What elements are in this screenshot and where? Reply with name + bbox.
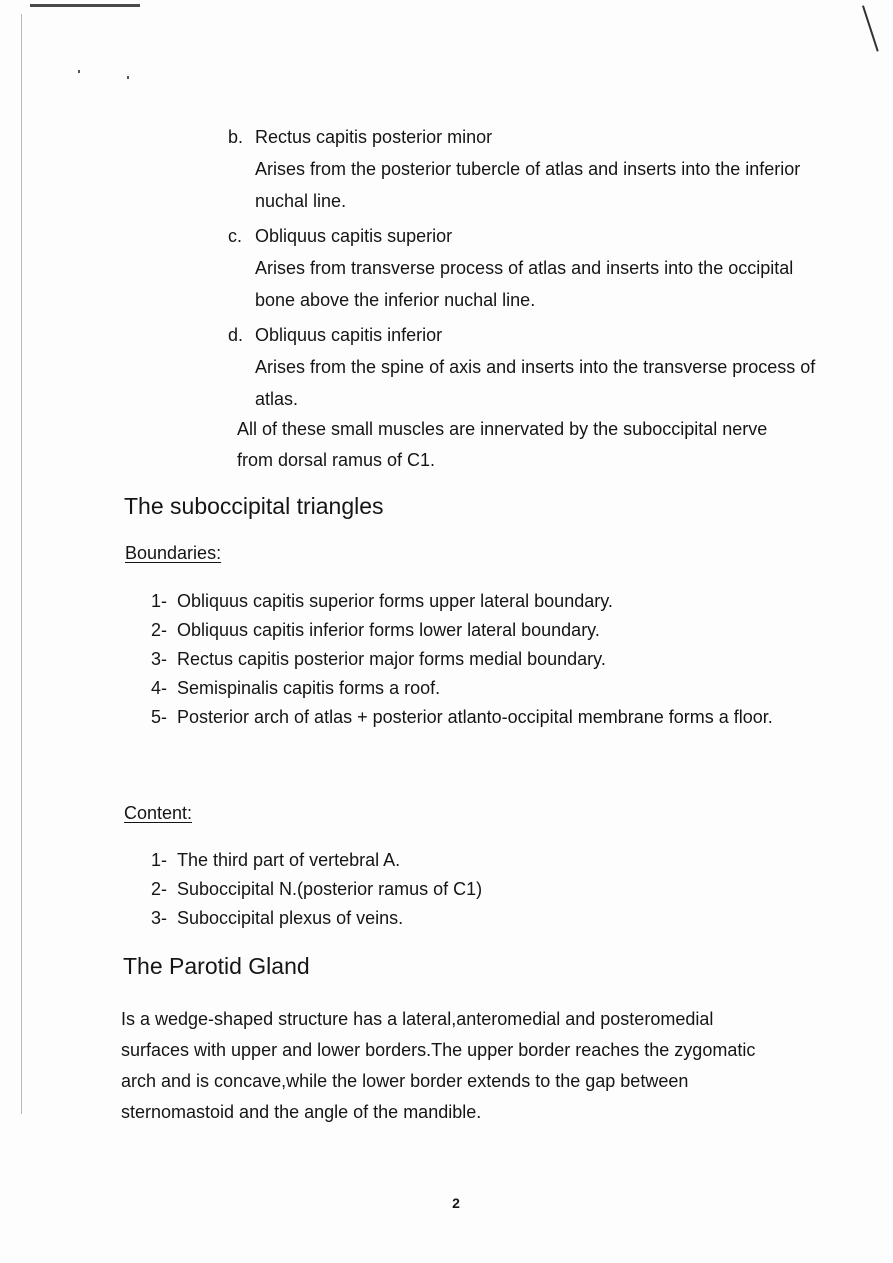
list-item-text: Rectus capitis posterior major forms medial boundary.	[177, 649, 606, 669]
list-item	[151, 905, 811, 931]
scan-artifact-dot	[78, 70, 80, 73]
muscle-item-title: Obliquus capitis inferior	[255, 325, 443, 345]
muscle-item-title: Obliquus capitis superior	[255, 226, 453, 246]
list-item-number: 2-	[151, 620, 168, 640]
boundaries-list	[151, 588, 811, 733]
list-item-text: Semispinalis capitis forms a roof.	[177, 678, 441, 698]
list-item-text: Posterior arch of atlas + posterior atlanto-occipital membrane forms a floor.	[177, 707, 773, 727]
subheading-content: Content:	[124, 803, 193, 823]
muscle-item	[228, 320, 828, 415]
innervation-note: All of these small muscles are innervated by the suboccipital nerve from dorsal ramus of C1.	[237, 419, 768, 470]
muscle-item-description: Arises from transverse process of atlas and inserts into the occipital bone above the inferior nuchal line.	[255, 258, 794, 310]
list-item-text: Obliquus capitis superior forms upper lateral boundary.	[177, 591, 613, 611]
list-item	[151, 704, 811, 730]
muscle-list	[228, 122, 828, 419]
list-item-number: 5-	[151, 707, 168, 727]
list-item	[151, 617, 811, 643]
muscle-item-letter: d.	[228, 325, 244, 345]
scan-artifact-dot	[127, 76, 129, 79]
muscle-item-letter: b.	[228, 127, 244, 147]
list-item	[151, 646, 811, 672]
muscle-item-description: Arises from the posterior tubercle of atlas and inserts into the inferior nuchal line.	[255, 159, 801, 211]
list-item	[151, 876, 811, 902]
scan-artifact-top	[30, 0, 140, 7]
list-item	[151, 675, 811, 701]
muscle-item-description: Arises from the spine of axis and inserts into the transverse process of atlas.	[255, 357, 816, 409]
list-item	[151, 847, 811, 873]
list-item-number: 1-	[151, 591, 168, 611]
section-heading-parotid: The Parotid Gland	[123, 953, 310, 979]
muscle-item-title: Rectus capitis posterior minor	[255, 127, 493, 147]
muscle-item	[228, 221, 828, 316]
page-number: 2	[452, 1195, 460, 1211]
parotid-paragraph: Is a wedge-shaped structure has a lateral,anteromedial and posteromedial surfaces with upper and lower borders.The upper border reaches the zygomatic arch and is concave,while the lower border extends to the gap between sternomastoid and the angle of the mandible.	[121, 1009, 756, 1122]
scan-artifact-slash	[862, 5, 879, 51]
list-item-text: Suboccipital N.(posterior ramus of C1)	[177, 879, 483, 899]
muscle-item-letter: c.	[228, 226, 243, 246]
muscle-item	[228, 122, 828, 217]
content-list	[151, 847, 811, 934]
section-heading-suboccipital: The suboccipital triangles	[124, 493, 384, 519]
subheading-boundaries: Boundaries:	[125, 543, 222, 563]
list-item-number: 3-	[151, 649, 168, 669]
list-item-text: Suboccipital plexus of veins.	[177, 908, 404, 928]
scan-artifact-left-edge	[21, 14, 22, 1114]
list-item	[151, 588, 811, 614]
list-item-number: 1-	[151, 850, 168, 870]
list-item-text: The third part of vertebral A.	[177, 850, 401, 870]
list-item-number: 4-	[151, 678, 168, 698]
list-item-number: 2-	[151, 879, 168, 899]
list-item-number: 3-	[151, 908, 168, 928]
list-item-text: Obliquus capitis inferior forms lower lateral boundary.	[177, 620, 600, 640]
